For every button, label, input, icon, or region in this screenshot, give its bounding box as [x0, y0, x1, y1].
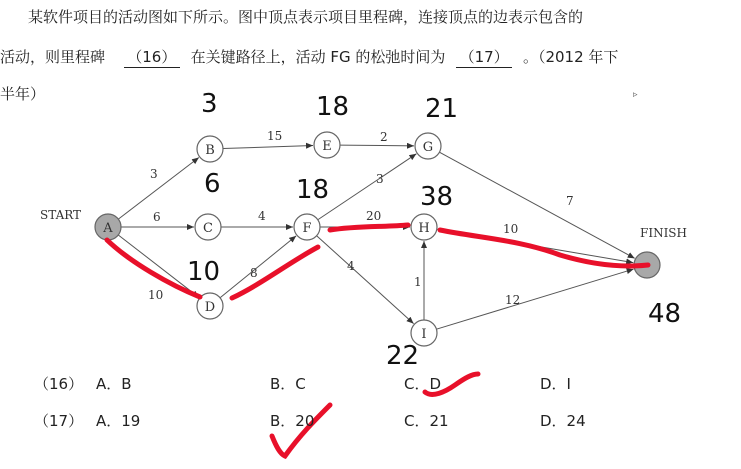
- node-label-e: E: [322, 139, 332, 154]
- cursor-marker-icon: ▹: [633, 90, 638, 100]
- blank-17: （17）: [456, 47, 512, 68]
- edge-weight-h-j: 10: [503, 222, 519, 236]
- edge-weight-f-h: 20: [366, 209, 382, 223]
- q16-option-d[interactable]: D．I: [540, 375, 571, 393]
- hand-value-h: 38: [420, 182, 454, 212]
- finish-label: FINISH: [640, 226, 687, 240]
- hand-value-g: 21: [425, 94, 459, 124]
- node-label-c: C: [203, 221, 213, 236]
- edge-weight-f-i: 4: [347, 259, 355, 273]
- node-label-h: H: [418, 221, 430, 236]
- q16-option-c[interactable]: C．D: [404, 375, 442, 393]
- node-c: [195, 214, 221, 240]
- edge-weight-i-h: 1: [414, 275, 422, 289]
- edge-weight-f-g: 3: [376, 172, 384, 186]
- node-label-f: F: [302, 221, 312, 236]
- node-a: [95, 214, 121, 240]
- hand-value-f: 18: [296, 175, 330, 205]
- hand-value-c: 6: [204, 169, 221, 199]
- q17-option-c[interactable]: C．21: [404, 412, 449, 430]
- node-g: [415, 133, 441, 159]
- node-label-g: G: [422, 140, 434, 155]
- blank-16: （16）: [124, 47, 180, 68]
- graph-nodes: [95, 132, 660, 346]
- node-e: [314, 132, 340, 158]
- question-line-3: 半年）: [0, 85, 46, 103]
- edge-weight-b-e: 15: [267, 129, 283, 143]
- node-f: [294, 214, 320, 240]
- edge-weight-d-f: 8: [250, 266, 258, 280]
- edge-weight-c-f: 4: [258, 209, 266, 223]
- question-line-2-part-a: 活动，则里程碑: [0, 48, 106, 66]
- q16-number: （16）: [34, 375, 84, 393]
- q16-option-b[interactable]: B．C: [270, 375, 306, 393]
- hand-value-d: 10: [187, 257, 221, 287]
- edge-b-e: [223, 145, 313, 148]
- node-label-b: B: [205, 143, 215, 158]
- hand-value-b: 3: [201, 89, 218, 119]
- edge-weight-a-b: 3: [150, 167, 158, 181]
- hand-value-i: 22: [386, 341, 420, 371]
- start-label: START: [40, 208, 82, 222]
- edge-weight-g-j: 7: [566, 194, 574, 208]
- edge-weight-a-d: 10: [148, 288, 164, 302]
- hand-value-j: 48: [648, 299, 682, 329]
- node-label-d: D: [204, 300, 216, 315]
- node-b: [197, 136, 223, 162]
- edge-weight-a-c: 6: [153, 210, 161, 224]
- q16-option-a[interactable]: A．B: [96, 375, 132, 393]
- q17-option-d[interactable]: D．24: [540, 412, 586, 430]
- edge-weight-i-j: 12: [505, 293, 521, 307]
- q17-option-b[interactable]: B．20: [270, 412, 315, 430]
- q17-number: （17）: [34, 412, 84, 430]
- edge-e-g: [340, 145, 414, 146]
- edge-f-i: [317, 236, 414, 324]
- node-label-i: I: [421, 327, 427, 342]
- question-line-2-part-c: 。（2012 年下: [522, 48, 619, 66]
- question-line-2-part-b: 在关键路径上，活动 FG 的松弛时间为: [190, 48, 446, 66]
- node-h: [411, 214, 437, 240]
- edge-weight-e-g: 2: [380, 130, 388, 144]
- q17-option-a[interactable]: A．19: [96, 412, 141, 430]
- edge-i-j: [436, 269, 633, 329]
- node-label-a: A: [103, 221, 113, 236]
- hand-value-e: 18: [316, 92, 350, 122]
- edge-g-j: [439, 152, 634, 258]
- question-line-1: 某软件项目的活动图如下所示。图中顶点表示项目里程碑，连接顶点的边表示包含的: [28, 8, 584, 26]
